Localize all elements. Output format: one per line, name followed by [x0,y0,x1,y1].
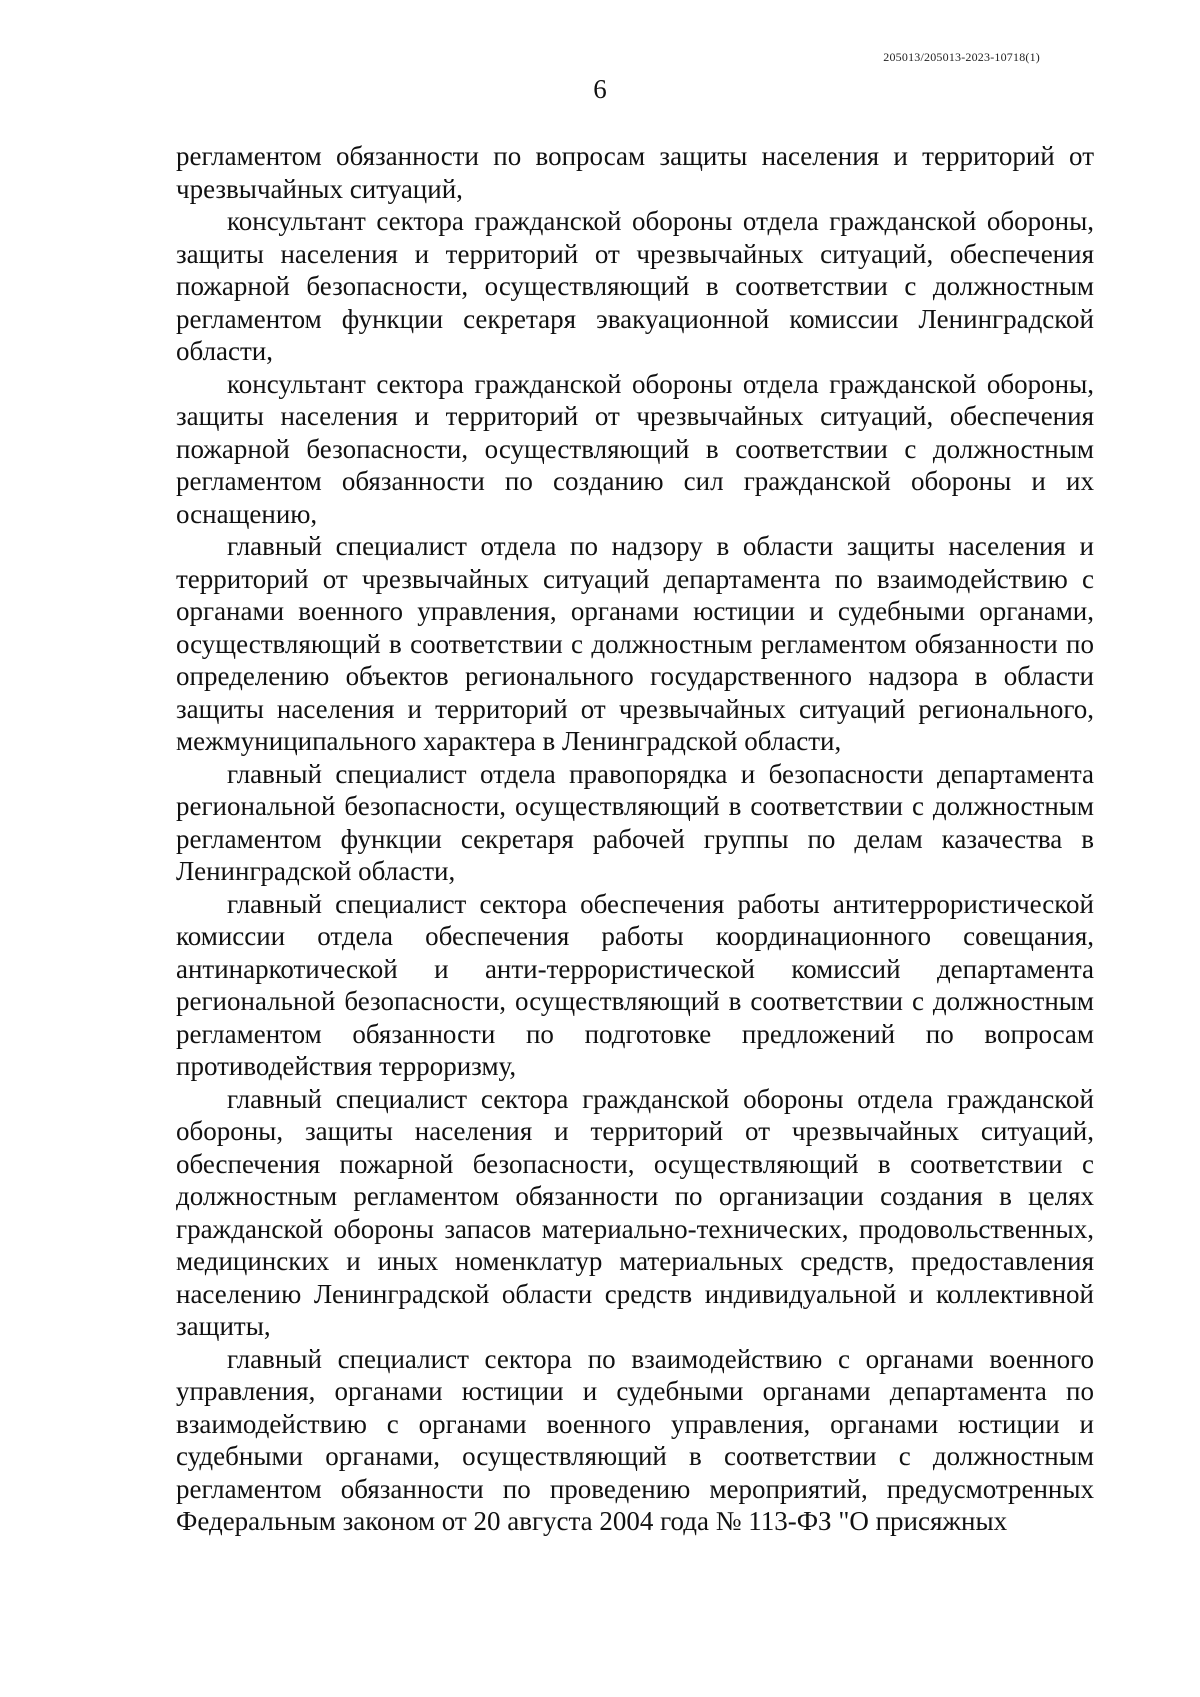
paragraph-chief-specialist-reserves: главный специалист сектора гражданской обороны отдела гражданской обороны, защиты населения и территорий от чрезвычайных ситуаций, обеспечения пожарной безопасности, осуществляющий в соответствии с должностным регламентом обязанности по организации создания в целях гражданской обороны запасов материально-технических, продовольственных, медицинских и иных номенклатур материальных средств, предоставления населению Ленинградской области средств индивидуальной и коллективной защиты, [176,1083,1094,1341]
paragraph-chief-specialist-supervision: главный специалист отдела по надзору в области защиты населения и территорий от чрезвычайных ситуаций департамента по взаимодействию с органами военного управления, органами юстиции и судебными органами, осуществляющий в соответствии с должностным регламентом обязанности по определению объектов регионального государственного надзора в области защиты населения и территорий от чрезвычайных ситуаций регионального, межмуниципального характера в Ленинградской области, [176,531,1094,756]
paragraph-consultant-evacuation: консультант сектора гражданской обороны отдела гражданской обороны, защиты населения и территорий от чрезвычайных ситуаций, обеспечения пожарной безопасности, осуществляющий в соответствии с должностным регламентом функции секретаря эвакуационной комиссии Ленинградской области, [176,206,1094,366]
document-registration-number: 205013/205013-2023-10718(1) [883,50,1040,64]
paragraph-consultant-civil-defense-forces: консультант сектора гражданской обороны отдела гражданской обороны, защиты населения и территорий от чрезвычайных ситуаций, обеспечения пожарной безопасности, осуществляющий в соответствии с должностным регламентом обязанности по созданию сил гражданской обороны и их оснащению, [176,368,1094,529]
paragraph-continuation: регламентом обязанности по вопросам защиты населения и территорий от чрезвычайных ситуаций, [176,141,1094,204]
paragraph-chief-specialist-cossacks: главный специалист отдела правопорядка и безопасности департамента региональной безопасности, осуществляющий в соответствии с должностным регламентом функции секретаря рабочей группы по делам казачества в Ленинградской области, [176,758,1094,886]
document-body [176,140,1094,1538]
paragraph-chief-specialist-jurors: главный специалист сектора по взаимодействию с органами военного управления, органами юстиции и судебными органами департамента по взаимодействию с органами военного управления, органами юстиции и судебными органами, осуществляющий в соответствии с должностным регламентом обязанности по проведению мероприятий, предусмотренных Федеральным законом от 20 августа 2004 года № 113-ФЗ "О присяжных [176,1343,1094,1536]
page-number: 6 [593,74,607,104]
paragraph-chief-specialist-antiterror: главный специалист сектора обеспечения работы антитеррористической комиссии отдела обеспечения работы координационного совещания, антинаркотической и анти-террористической комиссий департамента региональной безопасности, осуществляющий в соответствии с должностным регламентом обязанности по подготовке предложений по вопросам противодействия терроризму, [176,888,1094,1081]
